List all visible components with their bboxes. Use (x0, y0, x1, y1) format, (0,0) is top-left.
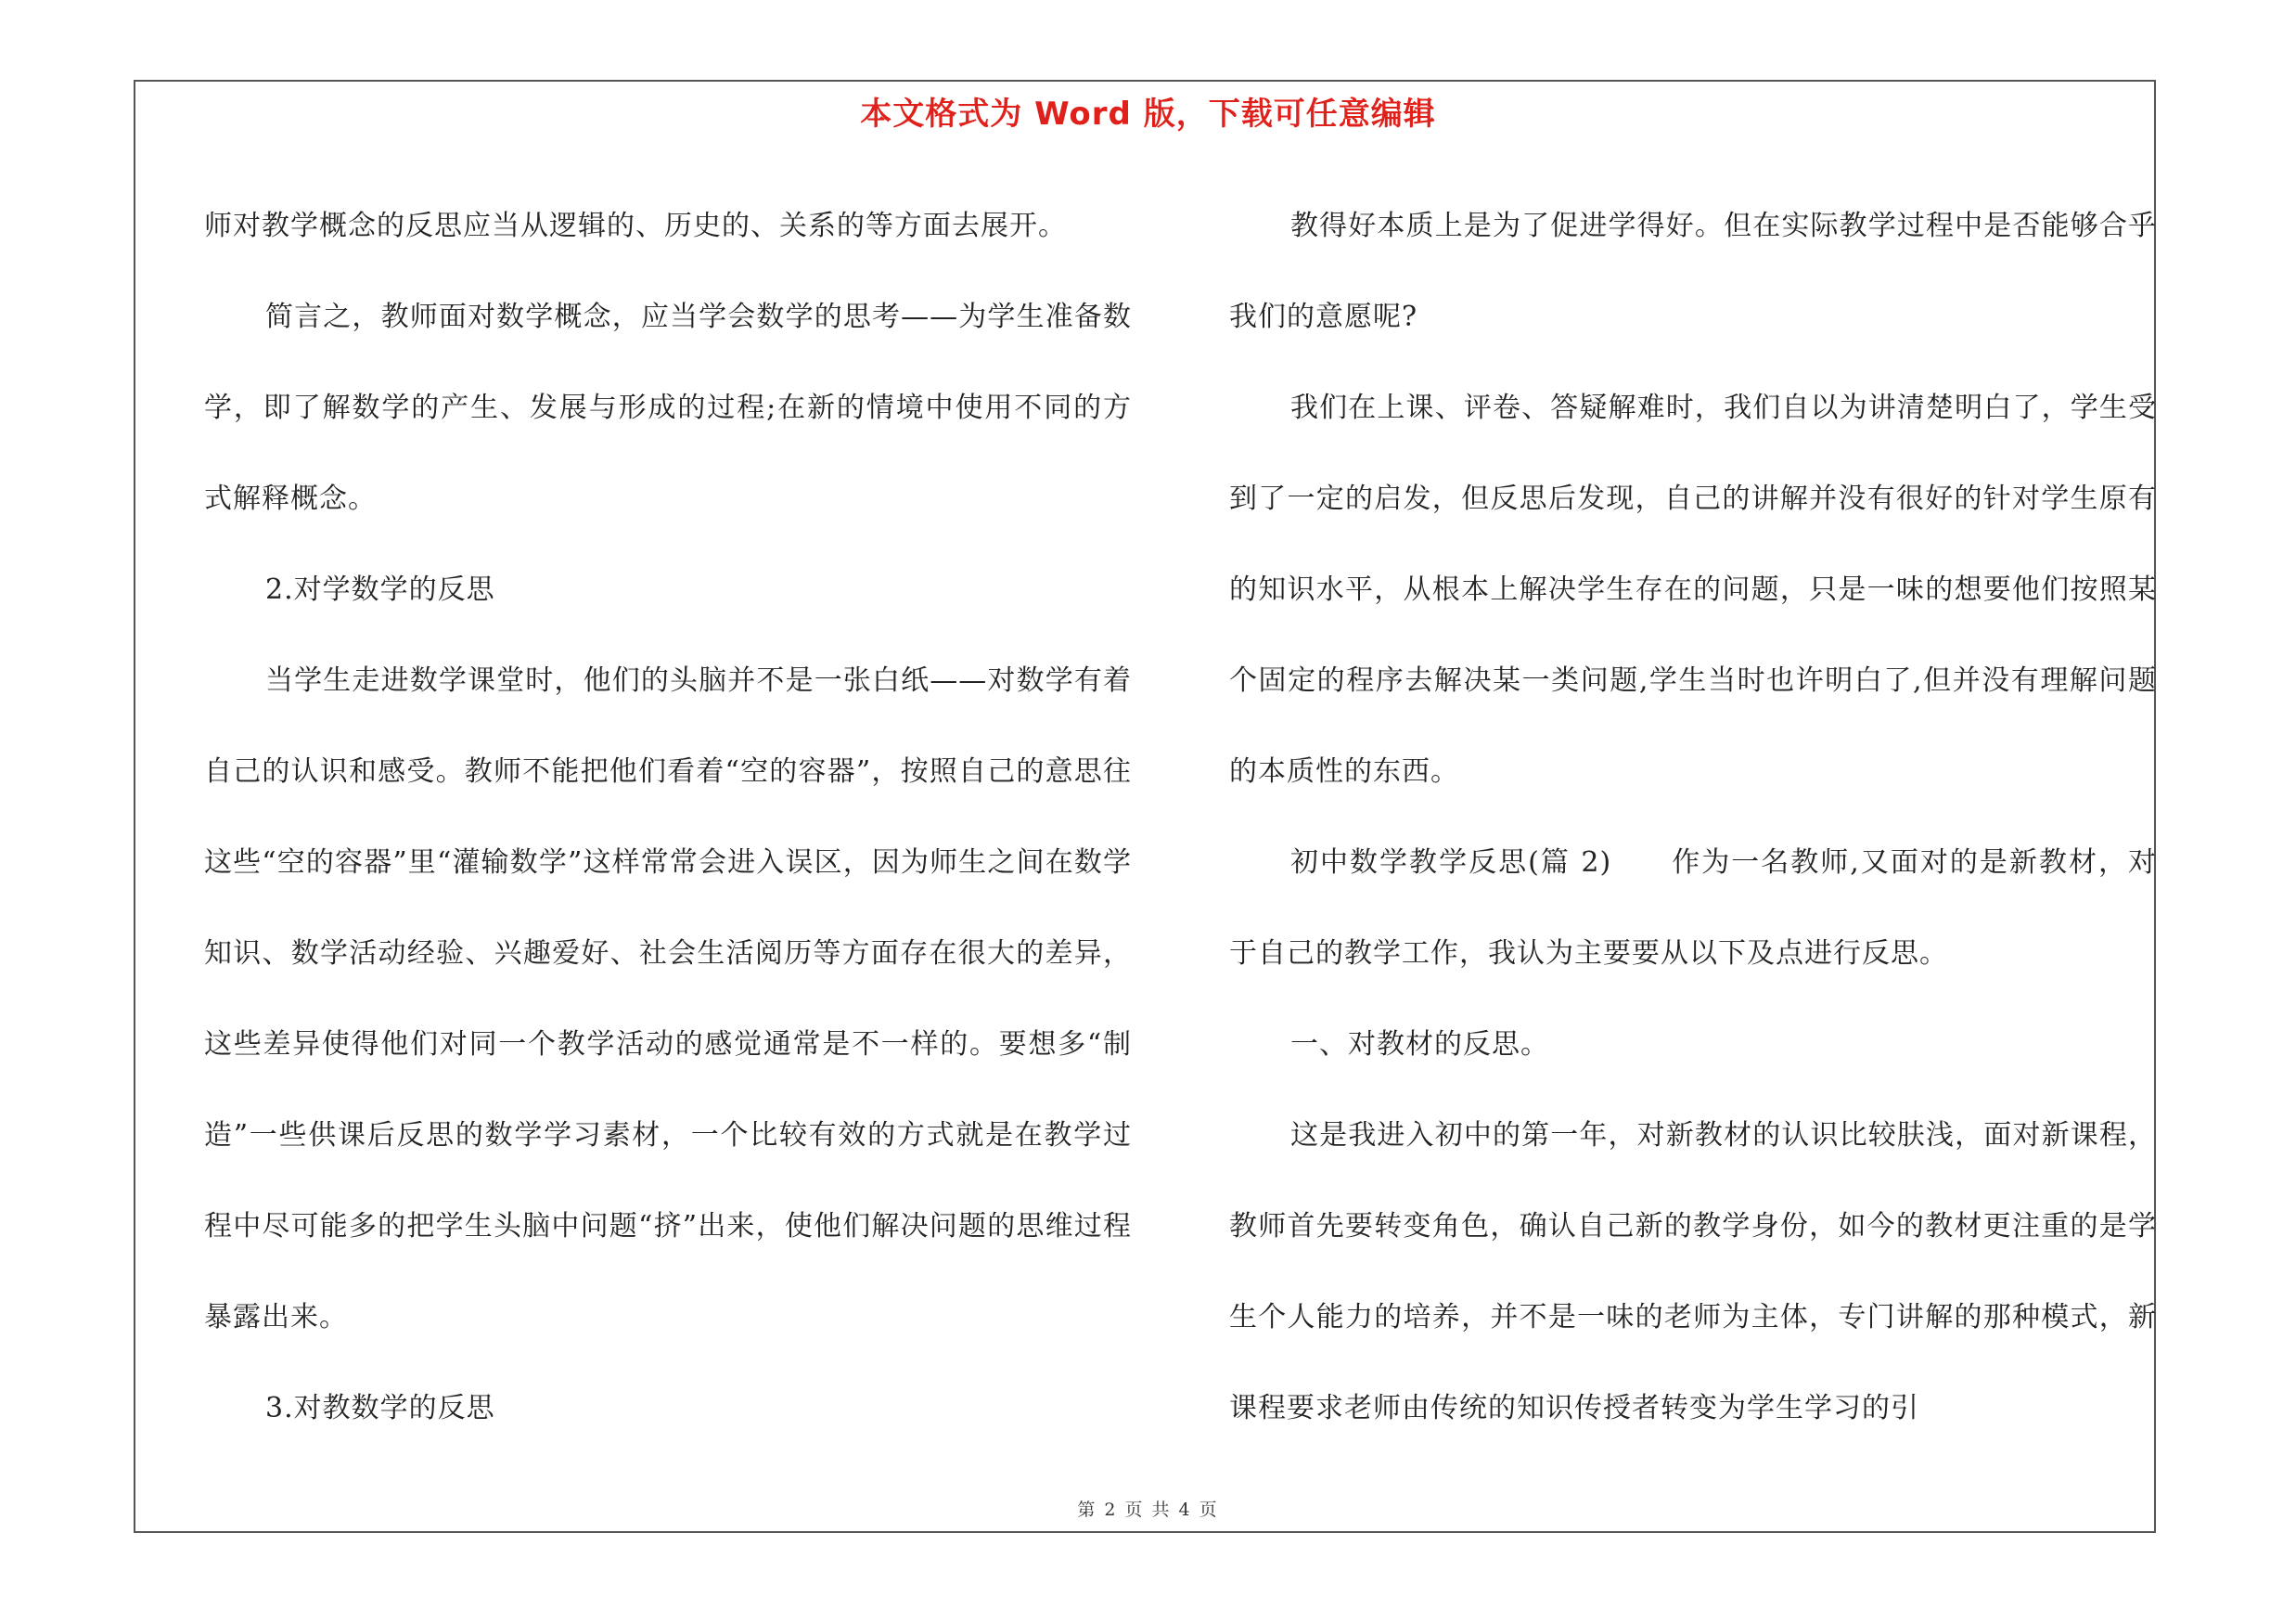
paragraph-teaching-intro: 教得好本质上是为了促进学得好。但在实际教学过程中是否能够合乎我们的意愿呢? (1229, 210, 2157, 333)
header-banner: 本文格式为 Word 版，下载可任意编辑 (860, 96, 1436, 133)
paragraph-learning: 当学生走进数学课堂时，他们的头脑并不是一张白纸——对数学有着自己的认识和感受。教师不能把他们看着“空的容器”，按照自己的意思往这些“空的容器”里“灌输数学”这样常常会进入误区，因为师生之间在数学知识、数学活动经验、兴趣爱好、社会生活阅历等方面存在很大的差异，这些差异使得他们对同一个教学活动的感觉通常是不一样的。要想多“制造”一些供课后反思的数学学习素材，一个比较有效的方式就是在教学过程中尽可能多的把学生头脑中问题“挤”出来，使他们解决问题的思维过程暴露出来。 (204, 664, 1132, 1333)
section-heading-learning: 2.对学数学的反思 (265, 573, 495, 606)
page-number-footer: 第 2 页 共 4 页 (1077, 1500, 1219, 1520)
left-column (204, 181, 1132, 1454)
section-heading-textbook: 一、对教材的反思。 (1290, 1028, 1549, 1061)
paragraph-summary: 简言之，教师面对数学概念，应当学会数学的思考——为学生准备数学，即了解数学的产生、发展与形成的过程;在新的情境中使用不同的方式解释概念。 (204, 301, 1132, 515)
paragraph-teaching-detail: 我们在上课、评卷、答疑解难时，我们自以为讲清楚明白了，学生受到了一定的启发，但反思后发现，自己的讲解并没有很好的针对学生原有的知识水平，从根本上解决学生存在的问题，只是一味的想要他们按照某个固定的程序去解决某一类问题,学生当时也许明白了,但并没有理解问题的本质性的东西。 (1229, 392, 2157, 788)
paragraph-textbook: 这是我进入初中的第一年，对新教材的认识比较肤浅，面对新课程，教师首先要转变角色，确认自己新的教学身份，如今的教材更注重的是学生个人能力的培养，并不是一味的老师为主体，专门讲解的那种模式，新课程要求老师由传统的知识传授者转变为学生学习的引 (1229, 1119, 2157, 1424)
paragraph-continuation: 师对教学概念的反思应当从逻辑的、历史的、关系的等方面去展开。 (204, 210, 1067, 242)
section-heading-teaching: 3.对教数学的反思 (265, 1392, 495, 1424)
paragraph-part-2-intro: 初中数学教学反思(篇 2) 作为一名教师,又面对的是新教材，对于自己的教学工作，我认为主要要从以下及点进行反思。 (1229, 846, 2157, 970)
right-column (1229, 181, 2157, 1454)
